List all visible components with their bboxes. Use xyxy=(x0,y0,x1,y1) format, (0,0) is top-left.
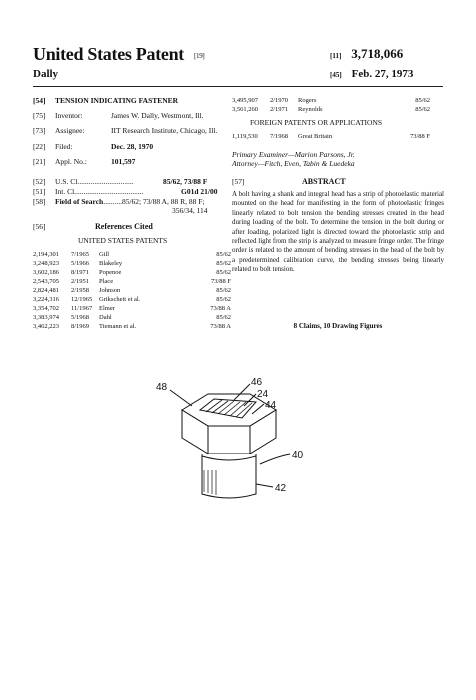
field-int-cl: [51] Int. Cl..................................... G01d 21/00 xyxy=(33,187,218,196)
citation-name: Rogers xyxy=(298,97,317,104)
citation-name: Popenoe xyxy=(99,269,122,276)
citation-row xyxy=(33,250,231,259)
citation-name: Johnson xyxy=(99,287,121,294)
citation-row xyxy=(232,132,430,141)
citation-date: 8/1969 xyxy=(71,323,90,330)
label-42: 42 xyxy=(275,483,287,494)
field-us-cl: [52] U.S. Cl.............................. 85/62, 73/88 F xyxy=(33,177,208,186)
citation-class: 85/62 xyxy=(216,260,231,267)
citation-class: 85/62 xyxy=(216,287,231,294)
foreign-heading: FOREIGN PATENTS OR APPLICATIONS xyxy=(250,118,383,127)
citation-number: 2,543,705 xyxy=(33,278,59,285)
inventor-surname: Dally xyxy=(33,68,59,80)
claims-count: 8 Claims, 10 Drawing Figures xyxy=(293,322,383,330)
us-references-list xyxy=(33,250,231,331)
citation-class: 85/62 xyxy=(415,106,430,113)
citation-row xyxy=(33,295,231,304)
bolt-drawing xyxy=(130,372,330,507)
citation-row xyxy=(33,268,231,277)
citation-name: Tiemann et al. xyxy=(99,323,137,330)
date-ref: [45] xyxy=(330,71,342,79)
citation-date: 2/1951 xyxy=(71,278,90,285)
field-appl-no: [21] Appl. No.: 101,597 xyxy=(33,157,136,166)
primary-examiner: Primary Examiner—Marion Parsons, Jr. xyxy=(232,150,355,159)
citation-number: 3,224,316 xyxy=(33,296,59,303)
citation-date: 12/1965 xyxy=(71,296,93,303)
citation-date: 2/1970 xyxy=(270,97,289,104)
citation-class: 85/62 xyxy=(415,97,430,104)
field-assignee: [73] Assignee: IIT Research Institute, Chicago, Ill. xyxy=(33,126,218,135)
field-title: [54] TENSION INDICATING FASTENER xyxy=(33,96,179,105)
citation-name: Dahl xyxy=(99,314,112,321)
citation-date: 2/1971 xyxy=(270,106,289,113)
label-44: 44 xyxy=(265,400,277,411)
citation-number: 3,383,974 xyxy=(33,314,59,321)
citation-row xyxy=(33,322,231,331)
abstract-text: A bolt having a shank and integral head has a strip of photoelastic material mounted on the head for manifesting in the form of photoelastic fringes linearly related to bolt tension the bending stresses created in the head during loading of the bolt. To determine the tension in the bolt during or after loading, polarized light is directed toward the photoelastic strip and reflected light from the strip is analyzed to measure fringe order. The fringe order is related to the amount of bending stresses in the head of the bolt by a predetermined calibration curve, the bending stresses being linearly related to bolt tension. xyxy=(232,190,444,274)
citation-number: 3,602,186 xyxy=(33,269,59,276)
citation-date: 7/1965 xyxy=(71,251,90,258)
citation-row xyxy=(232,96,430,105)
citation-date: 2/1958 xyxy=(71,287,90,294)
patent-number: [11] 3,718,066 xyxy=(330,46,404,61)
citation-class: 73/88 A xyxy=(210,323,231,330)
citation-number: 2,194,301 xyxy=(33,251,59,258)
citation-name: Elmer xyxy=(99,305,115,312)
citation-date: 5/1966 xyxy=(71,260,90,267)
field-search-cont: 356/34, 114 xyxy=(172,206,208,215)
citation-name: Gill xyxy=(99,251,110,258)
bolt-shank xyxy=(202,454,256,498)
number-ref: [11] xyxy=(330,52,342,60)
patent-date: [45] Feb. 27, 1973 xyxy=(330,68,414,80)
citation-row xyxy=(33,304,231,313)
field-filed: [22] Filed: Dec. 28, 1970 xyxy=(33,142,154,151)
label-40: 40 xyxy=(292,450,304,461)
citation-name: Blakeley xyxy=(99,260,123,267)
references-heading: [56] References Cited xyxy=(33,222,153,231)
label-46: 46 xyxy=(251,377,263,388)
field-search: [58] Field of Search..........85/62; 73/88 A, 88 R, 88 F; xyxy=(33,197,205,206)
citation-number: 3,354,702 xyxy=(33,305,59,312)
citation-class: 85/62 xyxy=(216,251,231,258)
label-24: 24 xyxy=(257,389,269,400)
citation-class: 73/88 F xyxy=(409,133,430,140)
citation-date: 5/1968 xyxy=(71,314,90,321)
citation-name: Place xyxy=(99,278,114,285)
right-references-list xyxy=(232,96,430,114)
patent-title: United States Patent [19] xyxy=(33,44,205,64)
citation-row xyxy=(232,105,430,114)
citation-class: 85/62 xyxy=(216,296,231,303)
label-48: 48 xyxy=(156,382,168,393)
citation-class: 73/88 A xyxy=(210,305,231,312)
citation-date: 7/1968 xyxy=(270,133,289,140)
citation-name: Reynolds xyxy=(298,106,323,113)
citation-date: 11/1967 xyxy=(71,305,93,312)
citation-number: 3,248,923 xyxy=(33,260,59,267)
citation-number: 2,824,481 xyxy=(33,287,59,294)
citation-name: Great Britain xyxy=(298,133,333,140)
citation-class: 85/62 xyxy=(216,269,231,276)
citation-row xyxy=(33,259,231,268)
header-rule xyxy=(33,86,443,87)
field-inventor: [75] Inventor: James W. Dally, Westmont, Ill. xyxy=(33,111,204,120)
citation-class: 85/62 xyxy=(216,314,231,321)
us-patents-subheading: UNITED STATES PATENTS xyxy=(78,236,168,245)
citation-row xyxy=(33,277,231,286)
citation-number: 3,495,907 xyxy=(232,97,258,104)
citation-row xyxy=(33,313,231,322)
abstract-heading: [57] ABSTRACT xyxy=(232,177,346,186)
citation-class: 73/88 F xyxy=(210,278,231,285)
citation-date: 8/1971 xyxy=(71,269,90,276)
citation-number: 1,119,530 xyxy=(232,133,258,140)
citation-row xyxy=(33,286,231,295)
citation-number: 3,561,260 xyxy=(232,106,258,113)
attorney: Attorney—Fitch, Even, Tabin & Luedeka xyxy=(232,159,355,168)
title-ref: [19] xyxy=(193,51,205,60)
citation-number: 3,462,223 xyxy=(33,323,59,330)
foreign-references-list xyxy=(232,132,430,141)
citation-name: Grikscheit et al. xyxy=(99,296,141,303)
